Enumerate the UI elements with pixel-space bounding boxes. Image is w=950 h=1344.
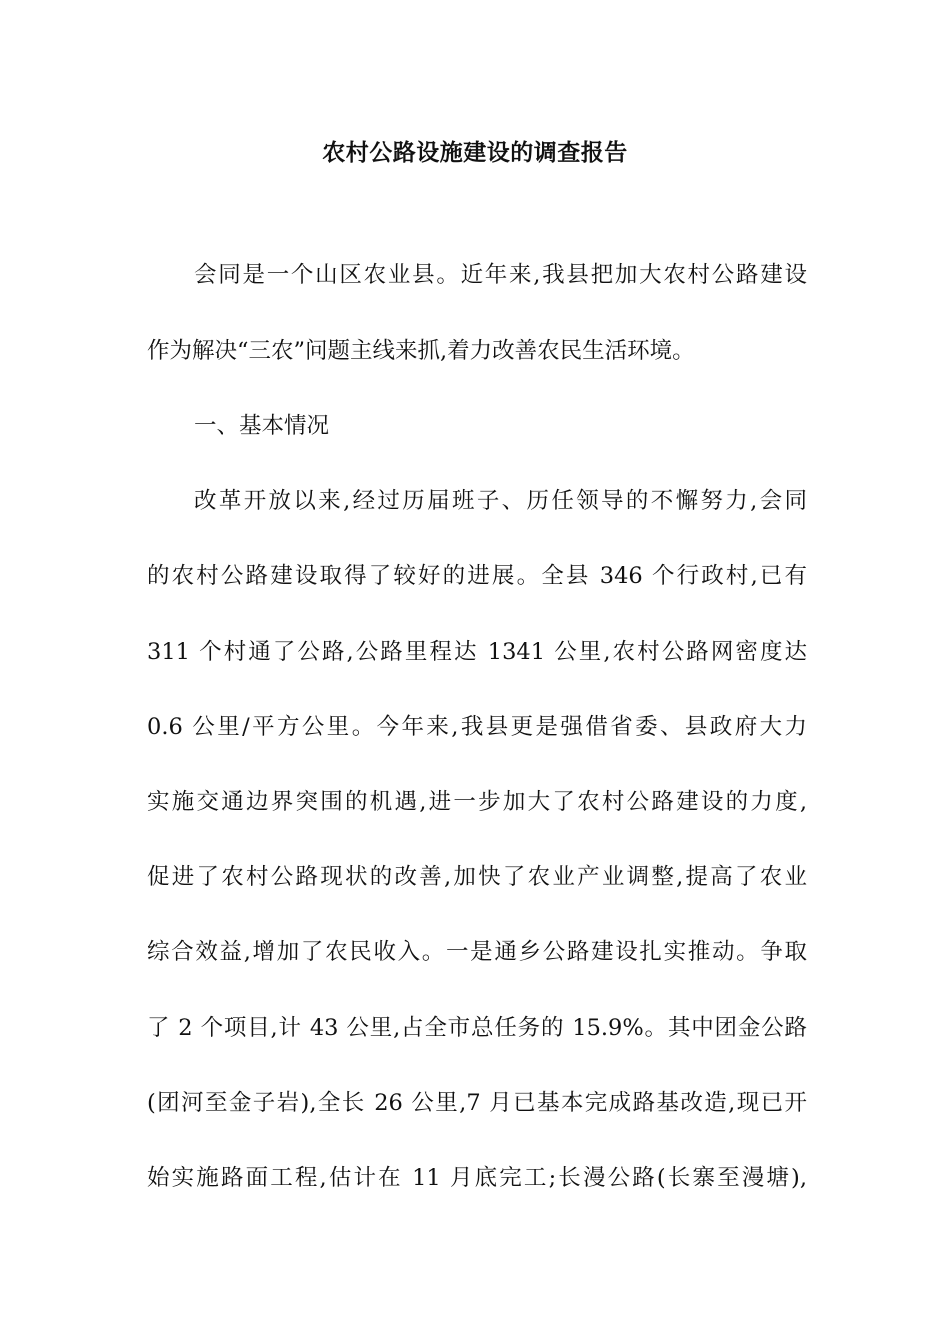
- paragraph-line: 会同是一个山区农业县。近年来,我县把加大农村公路建设: [194, 262, 807, 288]
- paragraph-line: 0.6 公里/平方公里。今年来,我县更是强借省委、县政府大力: [147, 714, 807, 740]
- paragraph-line: 的农村公路建设取得了较好的进展。全县 346 个行政村,已有: [147, 563, 807, 589]
- paragraph-line: 综合效益,增加了农民收入。一是通乡公路建设扎实推动。争取: [147, 939, 807, 965]
- document-title: 农村公路设施建设的调查报告: [322, 139, 628, 166]
- paragraph-line: 改革开放以来,经过历届班子、历任领导的不懈努力,会同: [194, 488, 807, 514]
- paragraph-line: (团河至金子岩),全长 26 公里,7 月已基本完成路基改造,现已开: [147, 1090, 807, 1116]
- paragraph-line: 实施交通边界突围的机遇,进一步加大了农村公路建设的力度,: [147, 789, 807, 815]
- section-heading: 一、基本情况: [194, 413, 330, 439]
- paragraph-line: 促进了农村公路现状的改善,加快了农业产业调整,提高了农业: [147, 864, 807, 890]
- paragraph-line: 作为解决“三农”问题主线来抓,着力改善农民生活环境。: [147, 338, 695, 364]
- paragraph-line: 始实施路面工程,估计在 11 月底完工;长漫公路(长寨至漫塘),: [147, 1165, 807, 1191]
- paragraph-line: 了 2 个项目,计 43 公里,占全市总任务的 15.9%。其中团金公路: [147, 1015, 807, 1041]
- paragraph-line: 311 个村通了公路,公路里程达 1341 公里,农村公路网密度达: [147, 639, 807, 665]
